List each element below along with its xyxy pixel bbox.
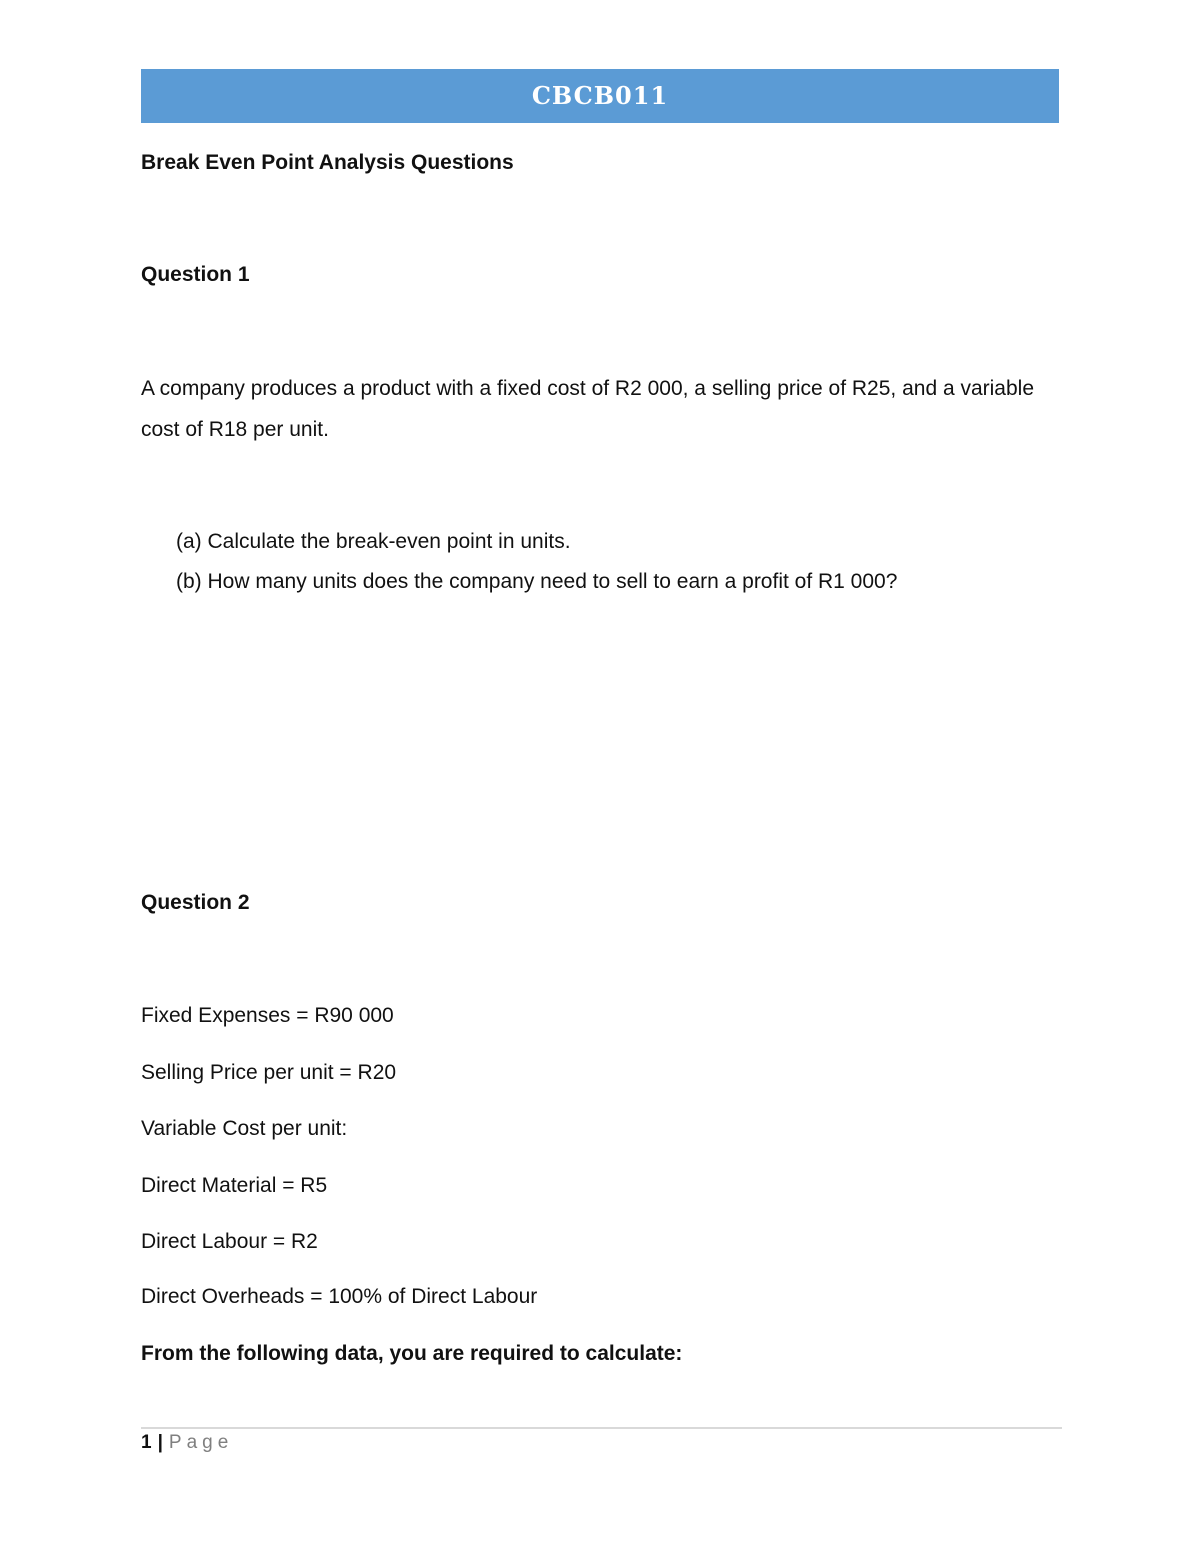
question-2-instruction: From the following data, you are required to calculate: — [141, 1342, 683, 1365]
fixed-expenses-line: Fixed Expenses = R90 000 — [141, 1004, 394, 1027]
question-2-heading: Question 2 — [141, 891, 250, 914]
direct-material-line: Direct Material = R5 — [141, 1174, 328, 1197]
footer-divider — [141, 1427, 1062, 1429]
footer-separator: | — [157, 1432, 163, 1453]
question-1-text: A company produces a product with a fixed cost of R2 000, a selling price of R25, and a variable cost of R18 per unit. — [141, 377, 1035, 441]
direct-labour-line: Direct Labour = R2 — [141, 1230, 318, 1253]
question-1-part-b: (b) How many units does the company need to sell to earn a profit of R1 000? — [176, 570, 898, 593]
variable-cost-line: Variable Cost per unit: — [141, 1117, 348, 1140]
document-title: Break Even Point Analysis Questions — [141, 151, 514, 174]
page-footer — [141, 1432, 233, 1454]
question-1-heading: Question 1 — [141, 263, 250, 286]
course-code: CBCB011 — [531, 81, 669, 110]
direct-overheads-line: Direct Overheads = 100% of Direct Labour — [141, 1285, 538, 1308]
question-1-part-a: (a) Calculate the break-even point in units. — [176, 530, 571, 553]
selling-price-line: Selling Price per unit = R20 — [141, 1061, 397, 1084]
header-bar — [141, 69, 1059, 123]
page-label: Page — [168, 1432, 234, 1453]
page-number: 1 — [141, 1432, 152, 1453]
